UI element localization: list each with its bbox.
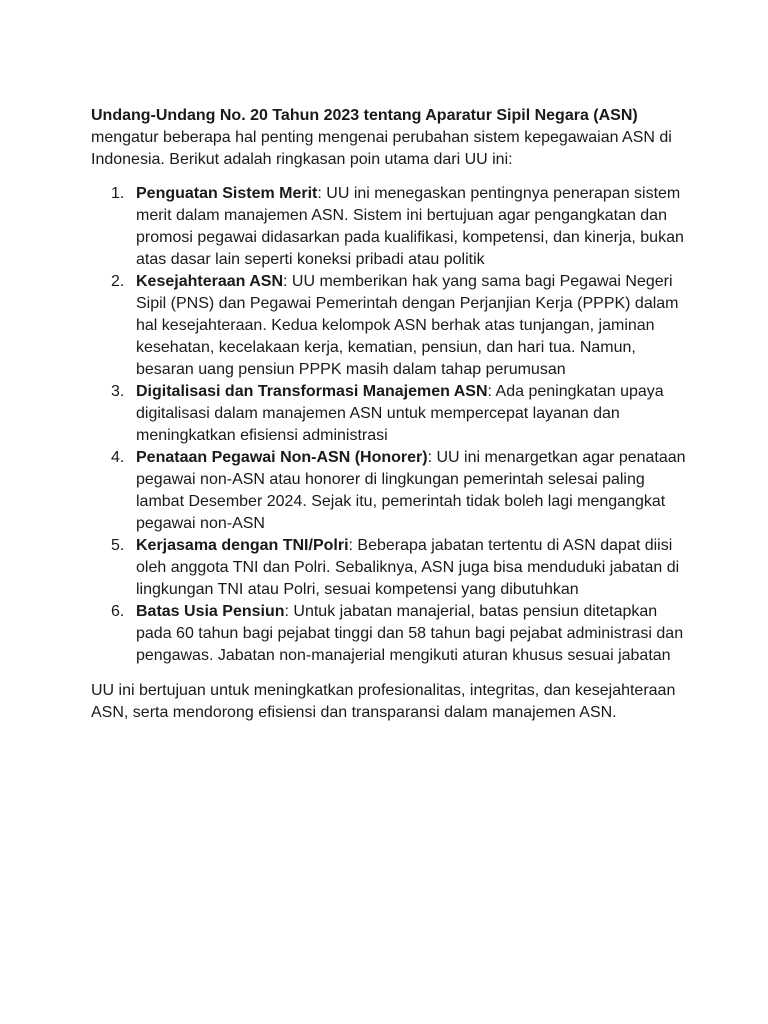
item-number: 2. bbox=[111, 273, 125, 290]
item-term: Penguatan Sistem Merit bbox=[136, 185, 318, 202]
item-number: 6. bbox=[111, 603, 125, 620]
item-text: : Ada peningkatan upaya digitalisasi dalam manajemen ASN untuk mempercepat layanan dan meningkatkan efisiensi administrasi bbox=[136, 383, 664, 444]
item-text: : UU ini menegaskan pentingnya penerapan sistem merit dalam manajemen ASN. Sistem ini bertujuan agar pengangkatan dan promosi pegawai didasarkan pada kualifikasi, kompetensi, dan kinerja, bukan atas dasar lain seperti koneksi pribadi atau politik bbox=[136, 185, 684, 268]
item-term: Batas Usia Pensiun bbox=[136, 603, 285, 620]
item-number: 3. bbox=[111, 383, 125, 400]
item-number: 4. bbox=[111, 449, 125, 466]
item-text: : Untuk jabatan manajerial, batas pensiun ditetapkan pada 60 tahun bagi pejabat tinggi dan 58 tahun bagi pejabat administrasi dan pengawas. Jabatan non-manajerial mengikuti aturan khusus sesuai jabatan bbox=[136, 603, 684, 664]
list-item bbox=[91, 535, 691, 601]
list-item bbox=[91, 271, 691, 381]
item-term: Penataan Pegawai Non-ASN (Honorer) bbox=[136, 449, 428, 466]
item-text: : UU ini menargetkan agar penataan pegawai non-ASN atau honorer di lingkungan pemerintah selesai paling lambat Desember 2024. Sejak itu, pemerintah tidak boleh lagi mengangkat pegawai non-ASN bbox=[136, 449, 686, 532]
closing-paragraph: UU ini bertujuan untuk meningkatkan profesionalitas, integritas, dan kesejahteraan ASN, serta mendorong efisiensi dan transparansi dalam manajemen ASN. bbox=[91, 682, 676, 721]
item-term: Digitalisasi dan Transformasi Manajemen ASN bbox=[136, 383, 488, 400]
intro-paragraph bbox=[91, 105, 691, 171]
item-number: 5. bbox=[111, 537, 125, 554]
list-item bbox=[91, 381, 691, 447]
intro-text: mengatur beberapa hal penting mengenai perubahan sistem kepegawaian ASN di Indonesia. Berikut adalah ringkasan poin utama dari UU ini: bbox=[91, 129, 672, 168]
item-text: : UU memberikan hak yang sama bagi Pegawai Negeri Sipil (PNS) dan Pegawai Pemerintah dengan Perjanjian Kerja (PPPK) dalam hal kesejahteraan. Kedua kelompok ASN berhak atas tunjangan, jaminan kesehatan, kecelakaan kerja, kematian, pensiun, dan hari tua. Namun, besaran uang pensiun PPPK masih dalam tahap perumusan bbox=[136, 273, 679, 378]
document-page bbox=[91, 105, 691, 724]
list-item bbox=[91, 183, 691, 271]
list-item bbox=[91, 447, 691, 535]
list-item bbox=[91, 601, 691, 667]
item-text: : Beberapa jabatan tertentu di ASN dapat diisi oleh anggota TNI dan Polri. Sebaliknya, ASN juga bisa menduduki jabatan di lingkungan TNI atau Polri, sesuai kompetensi yang dibutuhkan bbox=[136, 537, 680, 598]
document-title: Undang-Undang No. 20 Tahun 2023 tentang Aparatur Sipil Negara (ASN) bbox=[91, 107, 638, 124]
item-number: 1. bbox=[111, 185, 125, 202]
points-list bbox=[91, 183, 691, 667]
item-term: Kerjasama dengan TNI/Polri bbox=[136, 537, 349, 554]
item-term: Kesejahteraan ASN bbox=[136, 273, 284, 290]
